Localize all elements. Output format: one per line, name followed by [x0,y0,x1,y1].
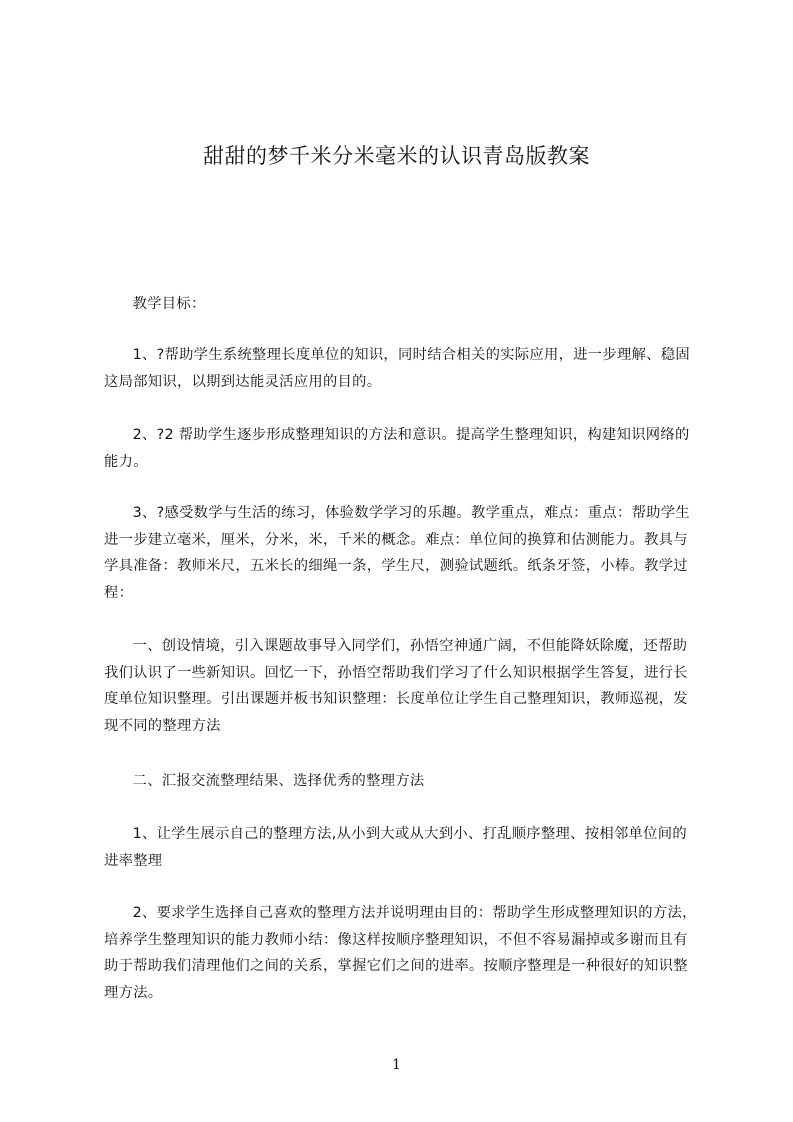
paragraph-objectives-heading: 教学目标： [132,296,206,312]
paragraph-objective-2: 2、?2 帮助学生逐步形成整理知识的方法和意识。提高学生整理知识，构建知识网络的能力。 [104,427,690,470]
paragraph-section-2-item-1: 1、让学生展示自己的整理方法,从小到大或从大到小、打乱顺序整理、按相邻单位间的进率整理 [104,826,687,869]
paragraph-objective-3: 3、?感受数学与生活的练习，体验数学学习的乐趣。教学重点，难点：重点：帮助学生进一步建立毫米，厘米，分米，米，千米的概念。难点：单位间的换算和估测能力。教具与学具准备：教师米尺，五米长的细绳一条，学生尺，测验试题纸。纸条牙签，小棒。教学过程： [104,505,690,601]
document-title: 甜甜的梦千米分米毫米的认识青岛版教案 [203,144,590,168]
paragraph-section-2-heading: 二、汇报交流整理结果、选择优秀的整理方法 [132,773,425,789]
page-number: 1 [392,1057,401,1073]
paragraph-section-2-item-2: 2、要求学生选择自己喜欢的整理方法并说明理由目的：帮助学生形成整理知识的方法，培养学生整理知识的能力教师小结：像这样按顺序整理知识，不但不容易漏掉或多谢而且有助于帮助我们清理他们之间的关系，掌握它们之间的进率。按顺序整理是一种很好的知识整理方法。 [104,905,697,1001]
paragraph-section-1: 一、创设情境，引入课题故事导入同学们，孙悟空神通广阔，不但能降妖除魔，还帮助我们认识了一些新知识。回忆一下，孙悟空帮助我们学习了什么知识根据学生答复，进行长度单位知识整理。引出课题并板书知识整理：长度单位让学生自己整理知识，教师巡视，发现不同的整理方法 [104,638,688,734]
paragraph-objective-1: 1、?帮助学生系统整理长度单位的知识，同时结合相关的实际应用，进一步理解、稳固这局部知识，以期到达能灵活应用的目的。 [104,347,690,390]
